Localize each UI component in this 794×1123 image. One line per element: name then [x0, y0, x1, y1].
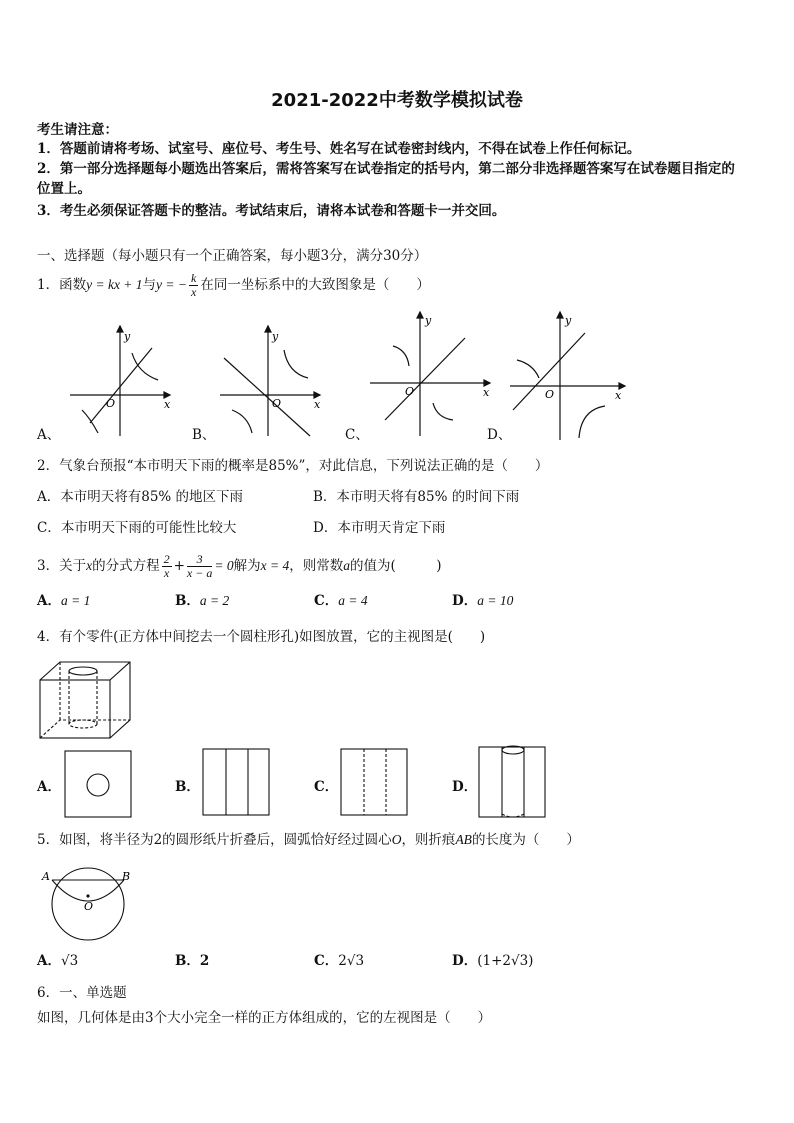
page-title: 2021-2022中考数学模拟试卷	[271, 90, 523, 111]
q5-option-b: B．2	[175, 953, 210, 969]
q4-option-a-figure	[64, 750, 134, 820]
notice-item: 位置上。	[37, 181, 91, 197]
q2-option-a: A．本市明天将有85% 的地区下雨	[37, 489, 244, 505]
axis-y-label: y	[124, 330, 131, 343]
question-1-stem: 1．函数y = kx + 1与y = − $\frac{k}{x}$ 在同一坐标系中的大致图象是（ ）	[37, 271, 430, 299]
cube-with-hole-figure	[38, 658, 138, 743]
origin-label: O	[106, 397, 116, 410]
question-4-stem: 4．有个零件(正方体中间挖去一个圆柱形孔)如图放置，它的主视图是( )	[37, 629, 486, 645]
question-2-stem: 2．气象台预报“本市明天下雨的概率是85%”，对此信息，下列说法正确的是（ ）	[37, 458, 549, 474]
question-3-stem: 3．关于x的分式方程 $\frac{2}{x}$ + $\frac{3}{x - a}$ = 0解为x = 4，则常数a的值为( )	[37, 552, 442, 580]
question-6-stem: 如图，几何体是由3个大小完全一样的正方体组成的，它的左视图是（ ）	[37, 1010, 492, 1026]
svg-text:O: O	[405, 385, 415, 398]
option-c-label: C、	[345, 427, 369, 443]
svg-text:x: x	[483, 386, 490, 399]
folded-circle-figure	[38, 862, 138, 942]
axis-x-label: x	[164, 398, 171, 411]
q5-option-c: C．2√3	[314, 953, 365, 969]
graph-c	[365, 308, 495, 438]
q4-option-b-figure	[202, 748, 272, 818]
q2-option-b: B．本市明天将有85% 的时间下雨	[313, 489, 520, 505]
q2-option-c: C．本市明天下雨的可能性比较大	[37, 520, 237, 536]
q4-option-c-label: C．	[314, 779, 339, 795]
option-b-label: B、	[192, 427, 216, 443]
q3-option-a: A．a = 1	[37, 593, 91, 609]
svg-text:O: O	[272, 397, 282, 410]
q4-option-a-label: A．	[37, 779, 61, 795]
q3-option-c: C．a = 4	[314, 593, 368, 609]
q4-option-c-figure	[340, 748, 410, 818]
svg-text:O: O	[545, 388, 555, 401]
q4-option-d-label: D．	[452, 779, 478, 795]
svg-text:x: x	[615, 389, 622, 402]
option-a-label: A、	[37, 427, 61, 443]
q5-option-a: A．√3	[37, 953, 79, 969]
question-5-stem: 5．如图，将半径为2的圆形纸片折叠后，圆弧恰好经过圆心O，则折痕AB的长度为（ ）	[37, 832, 580, 848]
notice-item: 2．第一部分选择题每小题选出答案后，需将答案写在试卷指定的括号内，第二部分非选择题答案写在试卷题目指定的	[37, 161, 735, 177]
q4-option-d-figure	[478, 744, 550, 820]
svg-text:y: y	[425, 314, 432, 327]
notice-item: 1．答题前请将考场、试室号、座位号、考生号、姓名写在试卷密封线内，不得在试卷上作任何标记。	[37, 141, 641, 157]
graph-d	[505, 308, 630, 443]
point-a-label: A	[42, 870, 50, 883]
notice-item: 3．考生必须保证答题卡的整洁。考试结束后，请将本试卷和答题卡一并交回。	[37, 203, 506, 219]
option-d-label: D、	[487, 427, 512, 443]
q3-option-b: B．a = 2	[175, 593, 230, 609]
question-6-heading: 6．一、单选题	[37, 985, 127, 1001]
notice-heading: 考生请注意：	[37, 122, 118, 138]
point-b-label: B	[122, 870, 131, 883]
section-heading: 一、选择题（每小题只有一个正确答案，每小题3分，满分30分）	[37, 248, 428, 264]
svg-text:y: y	[565, 314, 572, 327]
q3-option-d: D．a = 10	[452, 593, 514, 609]
graph-a	[60, 318, 180, 438]
q2-option-d: D．本市明天肯定下雨	[313, 520, 446, 536]
q5-option-d: D．(1+2√3)	[452, 953, 534, 969]
q4-option-b-label: B．	[175, 779, 200, 795]
svg-text:x: x	[314, 398, 321, 411]
svg-text:y: y	[272, 330, 279, 343]
graph-b	[210, 318, 330, 438]
center-o-label: O	[84, 900, 94, 913]
